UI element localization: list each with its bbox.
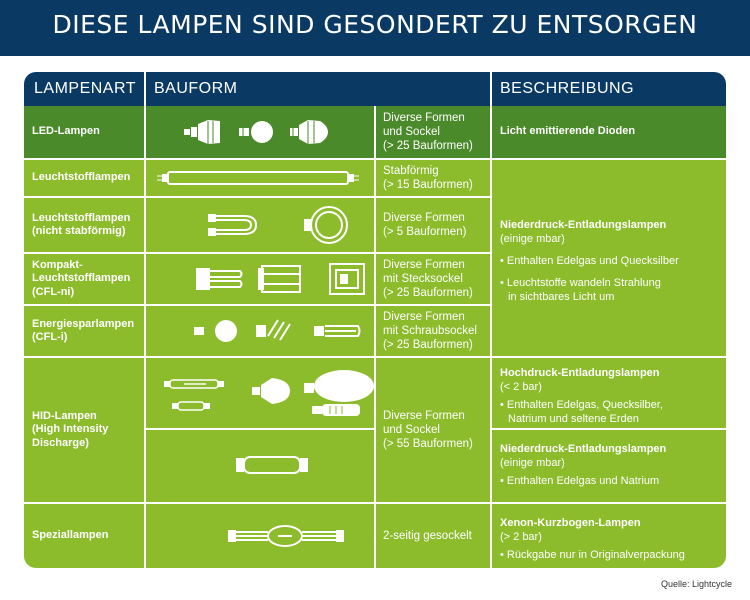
name-lines bbox=[32, 318, 134, 345]
tube-lamp-icon bbox=[144, 160, 374, 196]
desc-title: Hochdruck-Entladungslampen bbox=[500, 367, 660, 379]
name-lines bbox=[32, 171, 130, 185]
form-line: (> 25 Bauformen) bbox=[383, 140, 473, 152]
row-name-hid bbox=[24, 358, 144, 502]
form-line: Diverse Formen bbox=[383, 410, 465, 422]
name-lines bbox=[32, 212, 130, 239]
row-divider bbox=[24, 502, 726, 504]
desc-bullet bbox=[500, 548, 720, 562]
column-header-beschreibung: BESCHREIBUNG bbox=[490, 72, 726, 106]
form-lines bbox=[383, 529, 472, 543]
form-lines bbox=[383, 310, 477, 352]
led-lamp-icons bbox=[144, 106, 374, 158]
row-name-spezial bbox=[24, 504, 144, 568]
bullet-text: Enthalten Edelgas und Natrium bbox=[506, 475, 660, 487]
form-line: Diverse Formen bbox=[383, 259, 465, 271]
name-line: Kompakt- bbox=[32, 258, 83, 271]
form-lines bbox=[383, 211, 466, 239]
row-divider bbox=[24, 158, 726, 160]
column-header-bauform: BAUFORM bbox=[144, 72, 490, 106]
bullet-text: Enthalten Edelgas, Quecksilber, bbox=[506, 399, 663, 411]
source-note: Quelle: Lightcycle bbox=[660, 579, 732, 589]
name-lines bbox=[32, 259, 130, 300]
form-line: mit Stecksockel bbox=[383, 273, 463, 285]
form-line: 2-seitig gesockelt bbox=[383, 530, 472, 542]
row-divider bbox=[24, 196, 490, 198]
name-line: (CFL-i) bbox=[32, 331, 68, 343]
bullet-text: Enthalten Edelgas und Quecksilber bbox=[506, 255, 679, 267]
desc-niederdruck bbox=[492, 160, 726, 356]
form-line: und Sockel bbox=[383, 424, 440, 436]
form-lines bbox=[383, 409, 473, 451]
desc-title: Licht emittierende Dioden bbox=[500, 125, 636, 137]
name-line: Leuchtstofflampen bbox=[32, 211, 131, 224]
name-lines bbox=[32, 125, 100, 139]
desc-bullet bbox=[500, 398, 720, 412]
desc-bullet-cont: Natrium und seltene Erden bbox=[508, 413, 639, 425]
hid-high-pressure-lamp-icons bbox=[144, 358, 374, 428]
energy-saving-lamp-icons bbox=[144, 306, 374, 356]
row-divider bbox=[24, 252, 490, 254]
name-line: Leuchtstofflampen bbox=[32, 171, 131, 184]
bullet-text: Rückgabe nur in Originalverpackung bbox=[506, 549, 685, 561]
row-form-leuchtstoff bbox=[376, 160, 490, 196]
name-line: (nicht stabförmig) bbox=[32, 225, 126, 237]
name-line: LED-Lampen bbox=[32, 125, 100, 138]
desc-sub: (> 2 bar) bbox=[500, 531, 542, 543]
desc-led bbox=[492, 106, 726, 158]
row-name-kompakt bbox=[24, 254, 144, 304]
form-line: (> 15 Bauformen) bbox=[383, 179, 473, 191]
name-line: Discharge) bbox=[32, 436, 89, 449]
form-line: Diverse Formen bbox=[383, 112, 465, 124]
name-line: (CFL-ni) bbox=[32, 285, 75, 298]
desc-niederdruck-2 bbox=[492, 430, 726, 502]
form-line: Stabförmig bbox=[383, 165, 439, 177]
row-form-kompakt bbox=[376, 254, 490, 304]
column-header-lampenart: LAMPENART bbox=[24, 72, 144, 106]
column-divider bbox=[374, 106, 376, 568]
column-divider bbox=[144, 72, 146, 568]
form-line: Diverse Formen bbox=[383, 311, 465, 323]
hid-low-pressure-lamp-icon bbox=[144, 430, 374, 502]
form-line: (> 55 Bauformen) bbox=[383, 438, 473, 450]
desc-xenon bbox=[492, 504, 726, 568]
row-name-energiespar bbox=[24, 306, 144, 356]
name-lines bbox=[32, 529, 108, 543]
desc-title: Niederdruck-Entladungslampen bbox=[500, 219, 667, 231]
form-line: (> 25 Bauformen) bbox=[383, 287, 473, 299]
bullet-text: Leuchtstoffe wandeln Strahlung bbox=[506, 277, 661, 289]
desc-hochdruck bbox=[492, 358, 726, 428]
desc-title: Xenon-Kurzbogen-Lampen bbox=[500, 517, 641, 529]
form-lines bbox=[383, 111, 473, 153]
desc-sub: (< 2 bar) bbox=[500, 381, 542, 393]
xenon-lamp-icon bbox=[144, 504, 374, 568]
name-line: Energiesparlampen bbox=[32, 317, 135, 330]
page-title: DIESE LAMPEN SIND GESONDERT ZU ENTSORGEN bbox=[0, 0, 750, 56]
desc-sub: (einige mbar) bbox=[500, 233, 565, 245]
column-divider bbox=[490, 72, 492, 568]
form-lines bbox=[383, 258, 473, 300]
name-line: Speziallampen bbox=[32, 529, 109, 542]
row-form-hid bbox=[376, 358, 490, 502]
name-lines bbox=[32, 410, 108, 451]
desc-bullet bbox=[500, 474, 720, 488]
lamp-table bbox=[24, 72, 726, 568]
desc-title: Niederdruck-Entladungslampen bbox=[500, 443, 667, 455]
form-line: (> 25 Bauformen) bbox=[383, 339, 473, 351]
row-divider bbox=[490, 428, 726, 430]
row-divider bbox=[24, 356, 726, 358]
form-line: (> 5 Bauformen) bbox=[383, 226, 467, 238]
form-lines bbox=[383, 164, 473, 192]
desc-sub: (einige mbar) bbox=[500, 457, 565, 469]
u-and-ring-lamp-icons bbox=[144, 198, 374, 252]
row-divider bbox=[144, 428, 374, 430]
desc-bullet-cont: in sichtbares Licht um bbox=[508, 291, 615, 303]
row-form-led bbox=[376, 106, 490, 158]
row-name-led bbox=[24, 106, 144, 158]
form-line: mit Schraubsockel bbox=[383, 325, 477, 337]
name-line: Leuchtstofflampen bbox=[32, 272, 131, 285]
form-line: Diverse Formen bbox=[383, 212, 465, 224]
name-line: (High Intensity bbox=[32, 423, 109, 436]
desc-bullet bbox=[500, 276, 720, 290]
name-line: HID-Lampen bbox=[32, 409, 97, 422]
desc-bullet bbox=[500, 254, 720, 268]
row-divider bbox=[24, 304, 490, 306]
row-form-energiespar bbox=[376, 306, 490, 356]
row-name-leuchtstoff-nicht-stab bbox=[24, 198, 144, 252]
form-line: und Sockel bbox=[383, 126, 440, 138]
row-form-leuchtstoff-nicht-stab bbox=[376, 198, 490, 252]
row-form-spezial bbox=[376, 504, 490, 568]
compact-lamp-icons bbox=[144, 254, 374, 304]
row-name-leuchtstoff bbox=[24, 160, 144, 196]
